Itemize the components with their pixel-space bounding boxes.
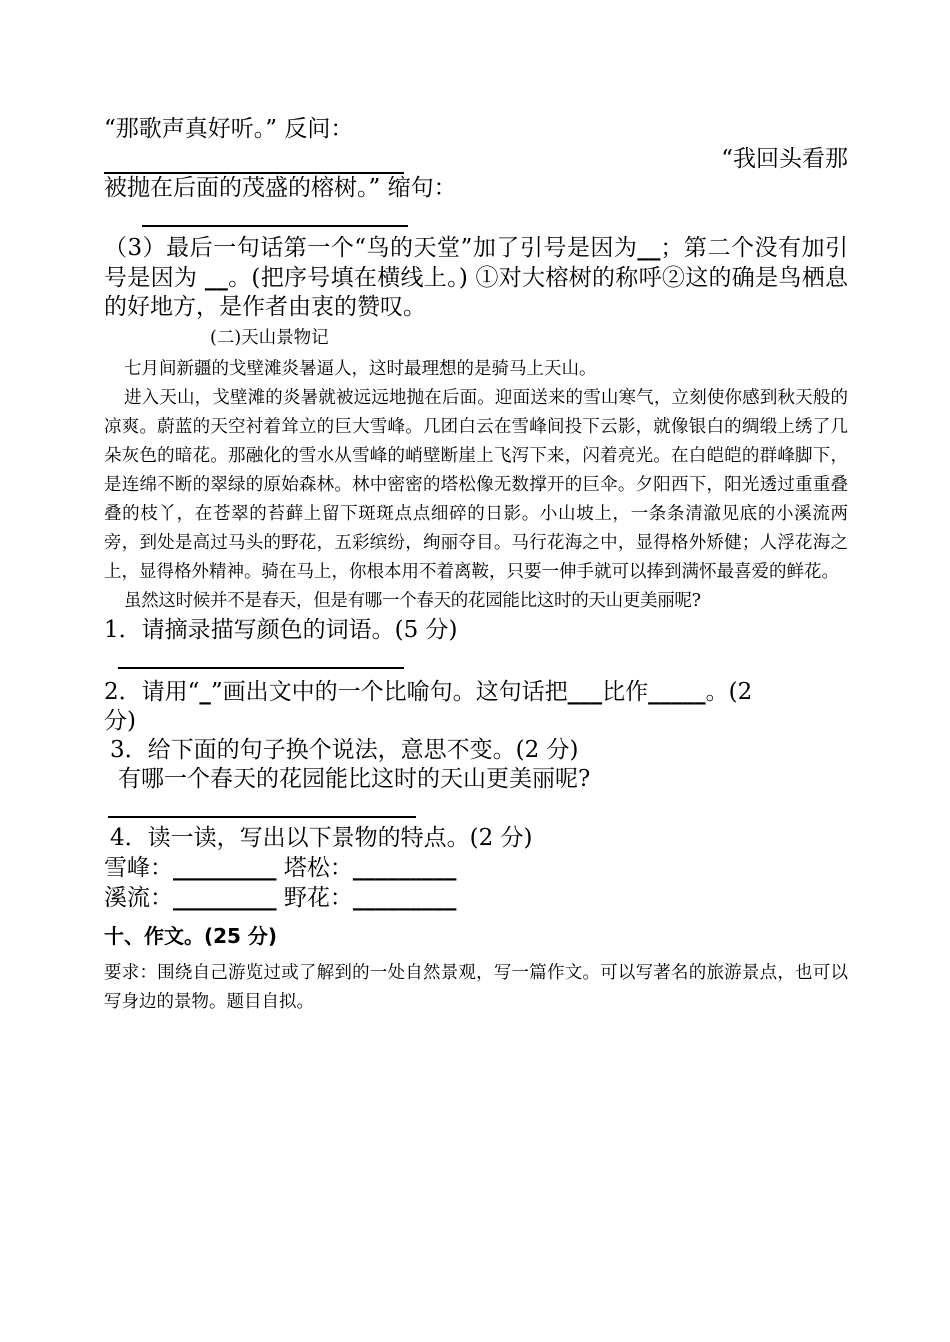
essay-requirement: 要求：围绕自己游览过或了解到的一处自然景观，写一篇作文。可以写著名的旅游景点，也可以写身边的景物。题目自拟。 xyxy=(104,963,848,1012)
essay-section-title: 十、作文。(25 分) xyxy=(104,924,278,948)
feature-blank-pagoda-pine[interactable]: _________ xyxy=(352,854,457,881)
feature-label-stream: 溪流： xyxy=(104,885,173,911)
q2-part-e: 分) xyxy=(104,708,136,734)
question-4-row-1 xyxy=(104,853,848,883)
question-1-answer-row xyxy=(104,645,848,675)
feature-blank-snow-peak[interactable]: _________ xyxy=(173,854,277,881)
question-3-answer-row xyxy=(104,794,848,824)
q2-part-d: 。(2 xyxy=(705,679,753,705)
part3-suffix: 。(把序号填在横线上。) ①对大榕树的称呼②这的确是鸟栖息的好地方，是作者由衷的赞叹。 xyxy=(104,265,849,320)
part3-middle: ；第二个没有加引号是因为 xyxy=(104,235,848,291)
passage-paragraph-1: 七月间新疆的戈壁滩炎暑逼人，这时最理想的是骑马上天山。 xyxy=(124,359,597,379)
condense-answer-line[interactable] xyxy=(142,203,408,227)
rewrite-answer-row xyxy=(104,144,848,174)
feature-label-wildflower: 野花： xyxy=(283,885,353,911)
condense-line xyxy=(104,174,848,203)
question-3-part-3 xyxy=(104,233,848,322)
q2-blank-1[interactable]: ___ xyxy=(567,678,603,705)
feature-label-pagoda-pine: 塔松： xyxy=(283,855,353,881)
q2-part-a: 2．请用“ xyxy=(104,679,200,705)
question-4-row-2 xyxy=(104,883,848,913)
question-3-answer-line[interactable] xyxy=(108,794,416,818)
passage-paragraph-3: 虽然这时候并不是春天，但是有哪一个春天的花园能比这时的天山更美丽呢? xyxy=(124,591,701,611)
question-4: 4．读一读，写出以下景物的特点。(2 分) xyxy=(110,825,533,851)
q2-underline-mark: _ xyxy=(199,678,211,705)
question-1: 1．请摘录描写颜色的词语。(5 分) xyxy=(104,617,458,643)
question-1-answer-line[interactable] xyxy=(118,645,404,669)
q2-part-c: 比作 xyxy=(602,679,649,705)
rhetorical-answer-line[interactable] xyxy=(104,150,404,174)
rewrite-rhetorical-prompt: “那歌声真好听。” 反问： xyxy=(104,116,354,142)
question-3: 3．给下面的句子换个说法，意思不变。(2 分) xyxy=(110,737,579,763)
passage-title: (二)天山景物记 xyxy=(210,328,329,348)
part3-blank-2[interactable]: __ xyxy=(204,264,228,291)
feature-blank-stream[interactable]: _________ xyxy=(173,884,277,911)
part3-prefix: （3）最后一句话第一个“鸟的天堂”加了引号是因为 xyxy=(104,235,638,261)
exam-page xyxy=(104,112,848,1017)
question-2 xyxy=(104,677,848,736)
q2-blank-2[interactable]: _____ xyxy=(648,678,706,705)
condense-answer-row xyxy=(104,203,848,231)
question-3-sentence: 有哪一个春天的花园能比这时的天山更美丽呢? xyxy=(118,766,591,792)
q2-part-b: ”画出文中的一个比喻句。这句话把 xyxy=(210,679,568,705)
feature-label-snow-peak: 雪峰： xyxy=(104,855,173,881)
part3-blank-1[interactable]: __ xyxy=(637,234,661,261)
passage-paragraph-2: 进入天山，戈壁滩的炎暑就被远远地抛在后面。迎面送来的雪山寒气，立刻使你感到秋天般的凉爽。蔚蓝的天空衬着耸立的巨大雪峰。几团白云在雪峰间投下云影，就像银白的绸缎上绣了几朵灰色的暗花。那融化的雪水从雪峰的峭壁断崖上飞泻下来，闪着亮光。在白皑皑的群峰脚下，是连绵不断的翠绿的原始森林。林中密密的塔松像无数撑开的巨伞。夕阳西下，阳光透过重重叠叠的枝丫，在苍翠的苔藓上留下斑斑点点细碎的日影。小山坡上，一条条清澈见底的小溪流两旁，到处是高过马头的野花，五彩缤纷，绚丽夺目。马行花海之中，显得格外矫健；人浮花海之上，显得格外精神。骑在马上，你根本用不着离鞍，只要一伸手就可以捧到满怀最喜爱的鲜花。 xyxy=(104,388,848,582)
rewrite-rhetorical-line xyxy=(104,115,848,144)
condense-prompt-start: “我回头看那 xyxy=(721,146,848,172)
feature-blank-wildflower[interactable]: _________ xyxy=(352,884,457,911)
condense-prompt: 被抛在后面的茂盛的榕树。” 缩句： xyxy=(104,175,457,201)
